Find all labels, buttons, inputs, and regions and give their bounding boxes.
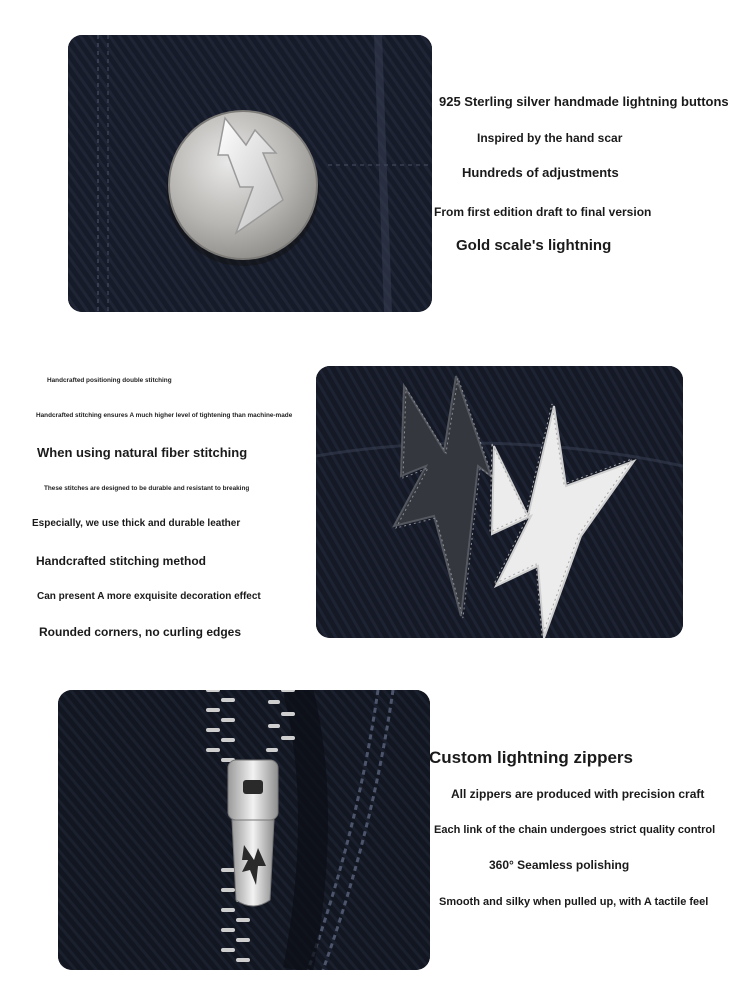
s2-line-2: Handcrafted stitching ensures A much higher level of tightening than machine-made xyxy=(36,412,293,419)
s2-line-3: When using natural fiber stitching xyxy=(37,445,248,460)
s3-line-2: All zippers are produced with precision craft xyxy=(451,787,705,801)
s1-line-5: Gold scale's lightning xyxy=(456,237,612,254)
s1-line-3: Hundreds of adjustments xyxy=(462,165,619,180)
s2-line-1: Handcrafted positioning double stitching xyxy=(47,377,172,384)
zipper-photo xyxy=(58,690,430,970)
s3-line-1: Custom lightning zippers xyxy=(429,748,633,767)
s2-line-8: Rounded corners, no curling edges xyxy=(39,625,242,639)
button-photo xyxy=(68,35,432,312)
s2-line-7: Can present A more exquisite decoration effect xyxy=(37,591,261,602)
s1-line-2: Inspired by the hand scar xyxy=(477,131,623,145)
s3-line-4: 360° Seamless polishing xyxy=(489,858,630,872)
lightning-button-icon xyxy=(68,35,432,312)
s2-line-6: Handcrafted stitching method xyxy=(36,554,207,568)
s3-line-5: Smooth and silky when pulled up, with A tactile feel xyxy=(439,896,709,908)
s2-line-4: These stitches are designed to be durable and resistant to breaking xyxy=(44,485,250,492)
lightning-zipper-icon xyxy=(58,690,430,970)
s1-line-4: From first edition draft to final version xyxy=(434,205,652,219)
s3-line-3: Each link of the chain undergoes strict quality control xyxy=(434,824,716,836)
patch-photo xyxy=(316,366,683,638)
s1-line-1: 925 Sterling silver handmade lightning buttons xyxy=(439,94,729,109)
s2-line-5: Especially, we use thick and durable leather xyxy=(32,518,241,529)
lightning-patch-icon xyxy=(316,366,683,638)
